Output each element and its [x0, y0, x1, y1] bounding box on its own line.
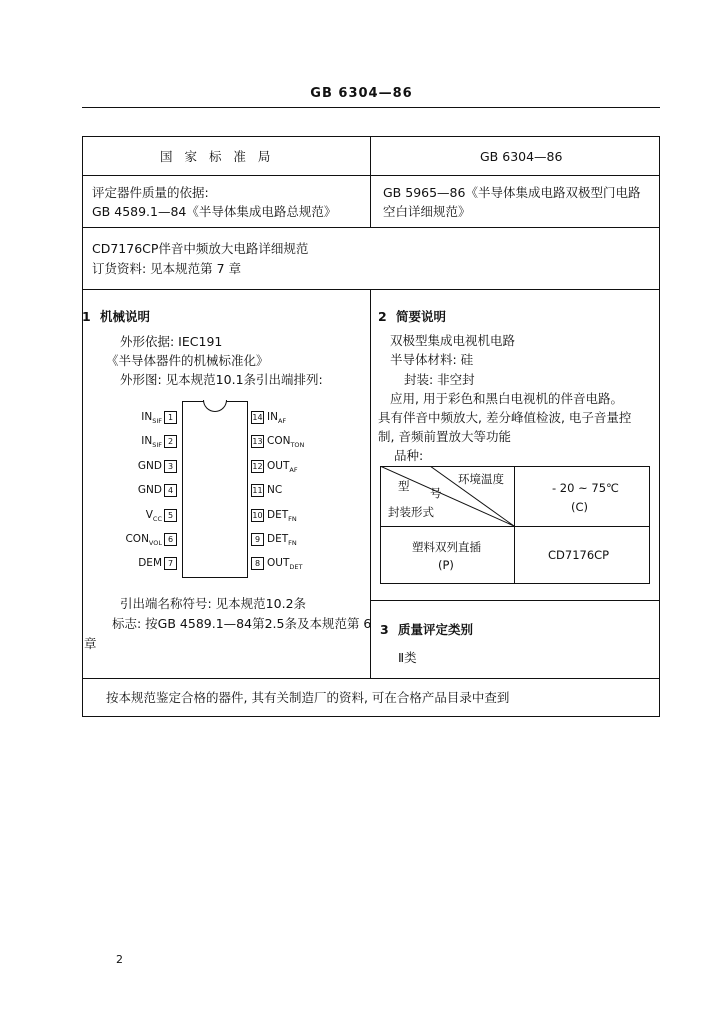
pin-14-subscript: AF [277, 417, 287, 426]
pin-10-number: 10 [252, 511, 263, 520]
pin-12-label [267, 460, 298, 476]
pin-7-number: 7 [164, 557, 177, 570]
semiconductor-material: 半导体材料: 硅 [390, 352, 474, 367]
pin-2-label [100, 435, 162, 451]
pin-1-name: IN [141, 411, 153, 423]
section2-title: 简要说明 [396, 309, 447, 324]
spec-title: CD7176CP伴音中频放大电路详细规范 [92, 241, 309, 256]
header-package-form: 封装形式 [388, 505, 434, 519]
pin-14-number: 14 [252, 413, 263, 422]
divider-footer [82, 678, 660, 679]
divider-row2 [82, 227, 660, 228]
outline-basis: 外形依据: IEC191 [120, 334, 223, 349]
pin-12-subscript: AF [289, 466, 298, 475]
marking-ref-cont: 章 [84, 636, 97, 651]
pin-7-name: DEM [138, 557, 162, 569]
pin-10-label [267, 509, 297, 525]
pin-14-name: IN [267, 411, 278, 423]
pin-10-subscript: FN [288, 515, 297, 524]
section1-number: 1 [82, 309, 91, 324]
pin-12-number: 12 [252, 462, 263, 471]
section1-title: 机械说明 [100, 309, 151, 324]
circuit-type: 双极型集成电视机电路 [390, 333, 516, 348]
outline-drawing-ref: 外形图: 见本规范10.1条引出端排列: [120, 372, 323, 387]
pin-4-number: 4 [164, 484, 177, 497]
dip14-package-outline [182, 401, 248, 578]
features-line1: 具有伴音中频放大, 差分峰值检波, 电子音量控 [378, 410, 632, 425]
package-type: 封装: 非空封 [404, 372, 475, 387]
pin-13-name: CON [267, 435, 291, 447]
qualified-devices-note: 按本规范鉴定合格的器件, 其有关制造厂的资料, 可在合格产品目录中查到 [106, 690, 510, 705]
pin-11-name: NC [267, 484, 283, 496]
pin-6-label [100, 533, 162, 549]
header-ambient-temp: 环境温度 [458, 472, 504, 486]
pin-4-label [100, 484, 162, 496]
temp-range-code: (C) [571, 500, 589, 514]
blank-spec-line1: GB 5965—86《半导体集成电路双极型门电路 [383, 185, 641, 200]
quality-basis-standard: GB 4589.1—84《半导体集成电路总规范》 [92, 204, 337, 219]
quality-basis-label: 评定器件质量的依据: [92, 185, 209, 200]
pin-3-label [100, 460, 162, 472]
pin-8-label [267, 557, 302, 573]
pin-9-name: DET [267, 533, 289, 545]
column-divider-top [370, 136, 371, 227]
header-rule [82, 107, 660, 108]
pin-3-number: 3 [164, 460, 177, 473]
pin-8-number: 8 [251, 557, 264, 570]
pin-5-name: V [145, 509, 153, 521]
package-code: (P) [438, 558, 454, 572]
pin-8-name: OUT [267, 557, 290, 569]
header-type: 型 [398, 479, 410, 493]
package-plastic-dip: 塑料双列直插 [412, 540, 481, 554]
ordering-info: 订货资料: 见本规范第 7 章 [92, 261, 242, 276]
features-line2: 制, 音频前置放大等功能 [378, 429, 511, 444]
pin-9-label [267, 533, 297, 549]
part-number: CD7176CP [548, 548, 610, 562]
page-number: 2 [116, 953, 123, 966]
pin-6-number: 6 [164, 533, 177, 546]
pin-2-number: 2 [164, 435, 177, 448]
section3-title: 质量评定类别 [398, 622, 474, 637]
pin-1-number: 1 [164, 411, 177, 424]
pin-6-name: CON [125, 533, 149, 545]
pin-11-number: 11 [252, 486, 263, 495]
pin-1-subscript: SIF [152, 417, 162, 426]
pin-7-label [100, 557, 162, 569]
blank-spec-line2: 空白详细规范》 [383, 204, 471, 219]
application: 应用, 用于彩色和黑白电视机的伴音电路。 [390, 391, 623, 406]
pin-1-label [100, 411, 162, 427]
issuing-authority: 国 家 标 准 局 [160, 149, 275, 164]
pin-10-name: DET [267, 509, 289, 521]
pin-11-label [267, 484, 282, 496]
standard-number: GB 6304—86 [480, 149, 563, 164]
document-code-header: GB 6304—86 [310, 86, 413, 101]
divider-row1 [82, 175, 660, 176]
section3-number: 3 [380, 622, 389, 637]
pin-14-label [267, 411, 286, 427]
pin-13-number: 13 [252, 437, 263, 446]
marking-ref: 标志: 按GB 4589.1—84第2.5条及本规范第 6 [112, 616, 372, 631]
pin-9-number: 9 [251, 533, 264, 546]
pin-9-subscript: FN [288, 539, 297, 548]
pin-6-subscript: VOL [148, 539, 162, 548]
pin-3-name: GND [137, 460, 162, 472]
variants-label: 品种: [394, 448, 424, 463]
pin-2-name: IN [141, 435, 153, 447]
divider-sec2-sec3 [370, 600, 660, 601]
pin-13-subscript: TON [290, 441, 305, 450]
pin-12-name: OUT [267, 460, 290, 472]
pin-4-name: GND [137, 484, 162, 496]
mechanical-standard: 《半导体器件的机械标准化》 [106, 353, 269, 368]
pin-5-subscript: CC [152, 515, 162, 524]
pin-5-label [100, 509, 162, 525]
quality-class: Ⅱ类 [398, 650, 417, 665]
divider-row3 [82, 289, 660, 290]
section2-number: 2 [378, 309, 387, 324]
pin-8-subscript: DET [289, 563, 303, 572]
pin-13-label [267, 435, 304, 451]
header-number: 号 [430, 486, 442, 500]
pin-5-number: 5 [164, 509, 177, 522]
temp-range: - 20 ~ 75℃ [552, 481, 619, 495]
pin-2-subscript: SIF [152, 441, 162, 450]
pin-name-ref: 引出端名称符号: 见本规范10.2条 [120, 596, 307, 611]
